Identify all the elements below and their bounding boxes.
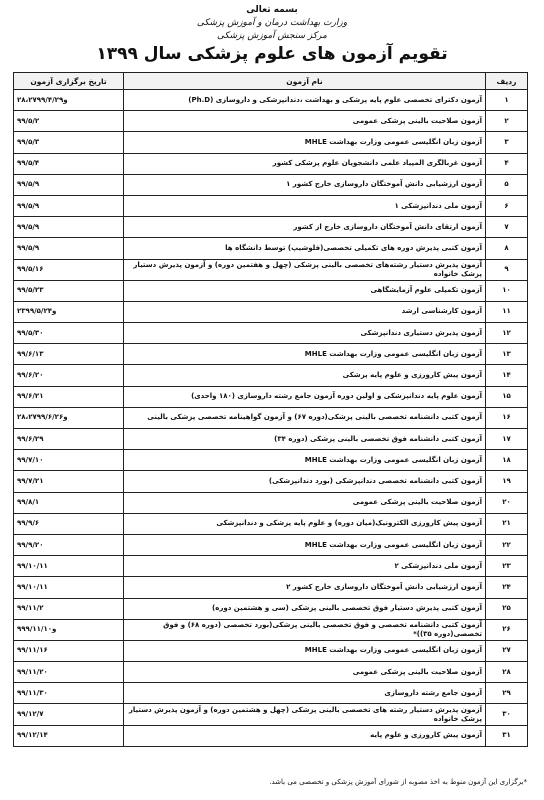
exam-name: آزمون کتبی پذیرش دوره های تکمیلی تخصصی(فلوشیپ) توسط دانشگاه ها (124, 238, 486, 259)
table-header-row (14, 73, 528, 90)
row-number: ۲۲ (486, 534, 528, 555)
exam-date: ۹۹/۱۲/۱۴ (14, 725, 124, 746)
row-number: ۳ (486, 132, 528, 153)
row-number: ۹ (486, 259, 528, 280)
exam-date: ۹۹/۱۱/۲ (14, 598, 124, 619)
exam-date: ۹۹/۱۲/۷ (14, 704, 124, 725)
exam-date: ۲۸،۲۷و۹۹/۶/۲۶ (14, 407, 124, 428)
row-number: ۵ (486, 174, 528, 195)
bismillah-text: بسمه تعالی (246, 5, 298, 15)
table-row (14, 577, 528, 598)
exam-name: آزمون زبان انگلیسی عمومی وزارت بهداشت MHLE (124, 640, 486, 661)
page-title: تقویم آزمون های علوم پزشکی سال ۱۳۹۹ (96, 44, 448, 64)
table-body (14, 90, 528, 747)
exam-calendar-table (13, 72, 528, 747)
exam-name: آزمون کارشناسی ارشد (124, 301, 486, 322)
exam-name: آزمون صلاحیت بالینی پزشکی عمومی (124, 492, 486, 513)
table-row (14, 365, 528, 386)
table-row (14, 513, 528, 534)
exam-name: آزمون پیش کارورزی الکترونیک(میان دوره) و علوم پایه پزشکی و دندانپزشکی (124, 513, 486, 534)
table-row (14, 153, 528, 174)
row-number: ۲۸ (486, 662, 528, 683)
exam-name: آزمون علوم پایه دندانپزشکی و اولین دوره آزمون جامع رشته داروسازی (۱۸۰ واحدی) (124, 386, 486, 407)
table-row (14, 704, 528, 725)
table-row (14, 301, 528, 322)
row-number: ۱۱ (486, 301, 528, 322)
exam-date: ۹۹/۱۰/۱۱ (14, 556, 124, 577)
exam-date: ۹۹/۵/۹ (14, 195, 124, 216)
row-number: ۷ (486, 217, 528, 238)
exam-date: ۹و۹۹/۱۱/۱۰ (14, 619, 124, 640)
table-row (14, 238, 528, 259)
table-row (14, 132, 528, 153)
row-number: ۳۱ (486, 725, 528, 746)
exam-date: ۹۹/۵/۲ (14, 111, 124, 132)
row-number: ۱۳ (486, 344, 528, 365)
exam-name: آزمون ارتقای دانش آموختگان داروسازی خارج از کشور (124, 217, 486, 238)
table-row (14, 280, 528, 301)
row-number: ۱ (486, 90, 528, 111)
table-row (14, 429, 528, 450)
exam-date: ۹۹/۶/۱۳ (14, 344, 124, 365)
exam-name: آزمون پذیرش دستیار رشته‌های تخصصی بالینی پزشکی (چهل و هفتمین دوره) و آزمون پذیرش دستیار پزشک خانواده (124, 259, 486, 280)
exam-date: ۹۹/۶/۲۹ (14, 429, 124, 450)
row-number: ۱۶ (486, 407, 528, 428)
exam-date: ۹۹/۷/۱۰ (14, 450, 124, 471)
row-number: ۲۵ (486, 598, 528, 619)
table-row (14, 471, 528, 492)
table-row (14, 640, 528, 661)
exam-name: آزمون پیش کارورزی و علوم پایه پزشکی (124, 365, 486, 386)
table-row (14, 217, 528, 238)
exam-name: آزمون کتبی دانشنامه تخصصی بالینی پزشکی(دوره ۶۷) و آزمون گواهینامه تخصصی پزشکی بالینی (124, 407, 486, 428)
exam-name: آزمون پیش کارورزی و علوم پایه (124, 725, 486, 746)
exam-name: آزمون زبان انگلیسی عمومی وزارت بهداشت MHLE (124, 132, 486, 153)
exam-date: ۹۹/۷/۲۱ (14, 471, 124, 492)
table-row (14, 725, 528, 746)
column-header-date: تاریخ برگزاری آزمون (14, 73, 124, 90)
exam-name: آزمون کتبی دانشنامه فوق تخصصی بالینی پزشکی (دوره ۳۴) (124, 429, 486, 450)
exam-name: آزمون ملی دندانپزشکی ۲ (124, 556, 486, 577)
exam-date: ۹۹/۸/۱ (14, 492, 124, 513)
row-number: ۲۱ (486, 513, 528, 534)
document-header (0, 0, 544, 64)
exam-name: آزمون صلاحیت بالینی پزشکی عمومی (124, 662, 486, 683)
exam-name: آزمون کتبی دانشنامه تخصصی و فوق تخصصی بالینی پزشکی(بورد تخصصی (دوره ۶۸) و فوق تخصصی(دوره ۳۵))* (124, 619, 486, 640)
row-number: ۳۰ (486, 704, 528, 725)
table-row (14, 598, 528, 619)
exam-date: ۹۹/۶/۲۱ (14, 386, 124, 407)
exam-date: ۹۹/۱۱/۲۰ (14, 662, 124, 683)
exam-name: آزمون ارزشیابی دانش آموختگان داروسازی خارج کشور ۲ (124, 577, 486, 598)
row-number: ۱۴ (486, 365, 528, 386)
exam-name: آزمون دکترای تخصصی علوم پایه پزشکی و بهداشت ،دندانپزشکی و داروسازی (Ph.D) (124, 90, 486, 111)
exam-date: ۹۹/۶/۲۰ (14, 365, 124, 386)
exam-name: آزمون ارزشیابی دانش آموختگان داروسازی خارج کشور ۱ (124, 174, 486, 195)
table-row (14, 111, 528, 132)
exam-date: ۹۹/۱۱/۱۶ (14, 640, 124, 661)
row-number: ۱۰ (486, 280, 528, 301)
exam-date: ۹۹/۱۱/۳۰ (14, 683, 124, 704)
row-number: ۲۰ (486, 492, 528, 513)
row-number: ۱۷ (486, 429, 528, 450)
row-number: ۱۹ (486, 471, 528, 492)
exam-date: ۹۹/۵/۳۰ (14, 323, 124, 344)
exam-name: آزمون کتبی دانشنامه تخصصی دندانپزشکی (بورد دندانپزشکی) (124, 471, 486, 492)
exam-name: آزمون ملی دندانپزشکی ۱ (124, 195, 486, 216)
exam-name: آزمون غربالگری المپیاد علمی دانشجویان علوم پزشکی کشور (124, 153, 486, 174)
table-row (14, 174, 528, 195)
table-row (14, 662, 528, 683)
table-row (14, 386, 528, 407)
exam-date: ۲۸،۲۷و۹۹/۴/۲۹ (14, 90, 124, 111)
exam-name: آزمون جامع رشته داروسازی (124, 683, 486, 704)
exam-date: ۲۳و۹۹/۵/۲۴ (14, 301, 124, 322)
exam-name: آزمون پذیرش دستیاری دندانپزشکی (124, 323, 486, 344)
exam-name: آزمون زبان انگلیسی عمومی وزارت بهداشت MHLE (124, 344, 486, 365)
center-name: مرکز سنجش آموزش پزشکی (217, 31, 327, 41)
row-number: ۶ (486, 195, 528, 216)
exam-name: آزمون زبان انگلیسی عمومی وزارت بهداشت MHLE (124, 534, 486, 555)
column-header-no: ردیف (486, 73, 528, 90)
exam-date: ۹۹/۵/۹ (14, 238, 124, 259)
row-number: ۱۸ (486, 450, 528, 471)
row-number: ۸ (486, 238, 528, 259)
table-row (14, 534, 528, 555)
exam-name: آزمون تکمیلی علوم آزمایشگاهی (124, 280, 486, 301)
exam-name: آزمون صلاحیت بالینی پزشکی عمومی (124, 111, 486, 132)
table-row (14, 619, 528, 640)
exam-date: ۹۹/۹/۲۰ (14, 534, 124, 555)
ministry-name: وزارت بهداشت درمان و آموزش پزشکی (196, 18, 348, 28)
exam-date: ۹۹/۵/۳ (14, 132, 124, 153)
table-row (14, 259, 528, 280)
table-row (14, 492, 528, 513)
exam-date: ۹۹/۵/۲۳ (14, 280, 124, 301)
row-number: ۲۴ (486, 577, 528, 598)
exam-date: ۹۹/۵/۹ (14, 217, 124, 238)
column-header-name: نام آزمون (124, 73, 486, 90)
row-number: ۲۷ (486, 640, 528, 661)
row-number: ۲۳ (486, 556, 528, 577)
table-row (14, 683, 528, 704)
table-row (14, 90, 528, 111)
table-row (14, 344, 528, 365)
exam-date: ۹۹/۵/۱۶ (14, 259, 124, 280)
row-number: ۲۹ (486, 683, 528, 704)
exam-date: ۹۹/۵/۹ (14, 174, 124, 195)
exam-date: ۹۹/۹/۶ (14, 513, 124, 534)
row-number: ۴ (486, 153, 528, 174)
table-row (14, 450, 528, 471)
table-row (14, 323, 528, 344)
row-number: ۱۲ (486, 323, 528, 344)
exam-date: ۹۹/۱۰/۱۱ (14, 577, 124, 598)
row-number: ۱۵ (486, 386, 528, 407)
exam-name: آزمون کتبی پذیرش دستیار فوق تخصصی بالینی پزشکی (سی و هشتمین دوره) (124, 598, 486, 619)
footnote: *برگزاری این آزمون منوط به اخذ مصوبه از شورای آموزش پزشکی و تخصصی می باشد. (269, 778, 527, 786)
table-row (14, 195, 528, 216)
exam-date: ۹۹/۵/۴ (14, 153, 124, 174)
table-row (14, 407, 528, 428)
row-number: ۲ (486, 111, 528, 132)
exam-name: آزمون پذیرش دستیار رشته های تخصصی بالینی پزشکی (چهل و هشتمین دوره) و آزمون پذیرش دستیار پزشک خانواده (124, 704, 486, 725)
exam-name: آزمون زبان انگلیسی عمومی وزارت بهداشت MHLE (124, 450, 486, 471)
table-row (14, 556, 528, 577)
row-number: ۲۶ (486, 619, 528, 640)
